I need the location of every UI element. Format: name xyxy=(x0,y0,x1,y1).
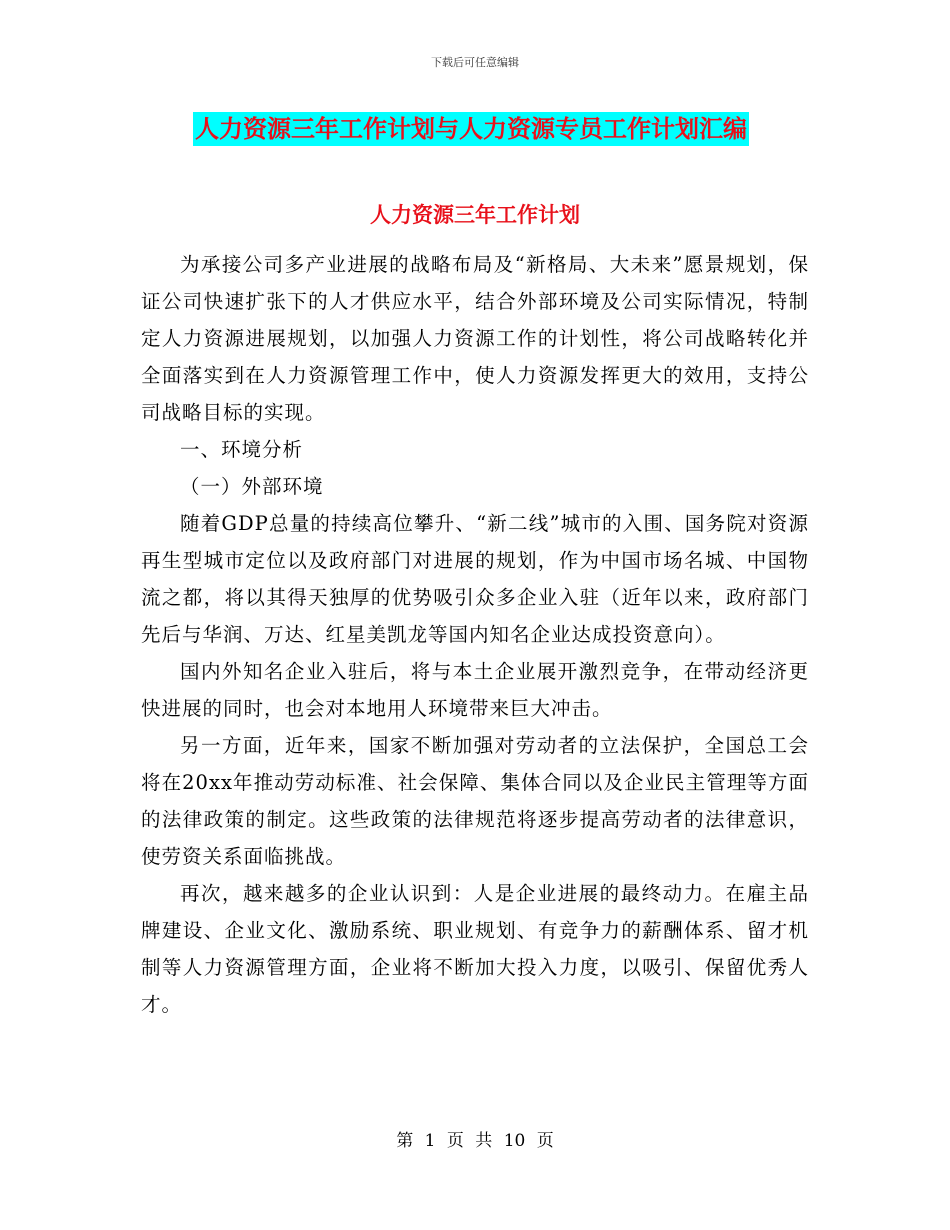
page-number-footer: 第 1 页 共 10 页 xyxy=(396,1131,554,1151)
intro-paragraph: 为承接公司多产业进展的战略布局及“新格局、大未来”愿景规划，保证公司快速扩张下的人才供应水平，结合外部环境及公司实际情况，特制定人力资源进展规划，以加强人力资源工作的计划性，将公司战略转化并全面落实到在人力资源管理工作中，使人力资源发挥更大的效用，支持公司战略目标的实现。 xyxy=(141,253,809,424)
body-paragraph: 国内外知名企业入驻后，将与本土企业展开激烈竞争，在带动经济更快进展的同时，也会对本地用人环境带来巨大冲击。 xyxy=(141,660,809,720)
document-title: 人力资源三年工作计划与人力资源专员工作计划汇编 xyxy=(193,112,749,146)
body-paragraph: 随着GDP总量的持续高位攀升、“新二线”城市的入围、国务院对资源再生型城市定位以及政府部门对进展的规划，作为中国市场名城、中国物流之都，将以其得天独厚的优势吸引众多企业入驻（近年以来，政府部门先后与华润、万达、红星美凯龙等国内知名企业达成投资意向）。 xyxy=(141,512,809,646)
section-title: 人力资源三年工作计划 xyxy=(370,202,580,227)
subsection-heading-external-environment: （一）外部环境 xyxy=(180,475,324,498)
body-paragraph: 另一方面，近年来，国家不断加强对劳动者的立法保护，全国总工会将在20xx年推动劳动标准、社会保障、集体合同以及企业民主管理等方面的法律政策的制定。这些政策的法律规范将逐步提高劳动者的法律意识，使劳资关系面临挑战。 xyxy=(141,734,809,868)
page-header-note: 下载后可任意编辑 xyxy=(431,56,519,69)
body-paragraph: 再次，越来越多的企业认识到：人是企业进展的最终动力。在雇主品牌建设、企业文化、激励系统、职业规划、有竞争力的薪酬体系、留才机制等人力资源管理方面，企业将不断加大投入力度，以吸引、保留优秀人才。 xyxy=(141,882,809,1016)
section-heading-environment-analysis: 一、环境分析 xyxy=(180,438,304,461)
document-body xyxy=(141,246,809,1023)
